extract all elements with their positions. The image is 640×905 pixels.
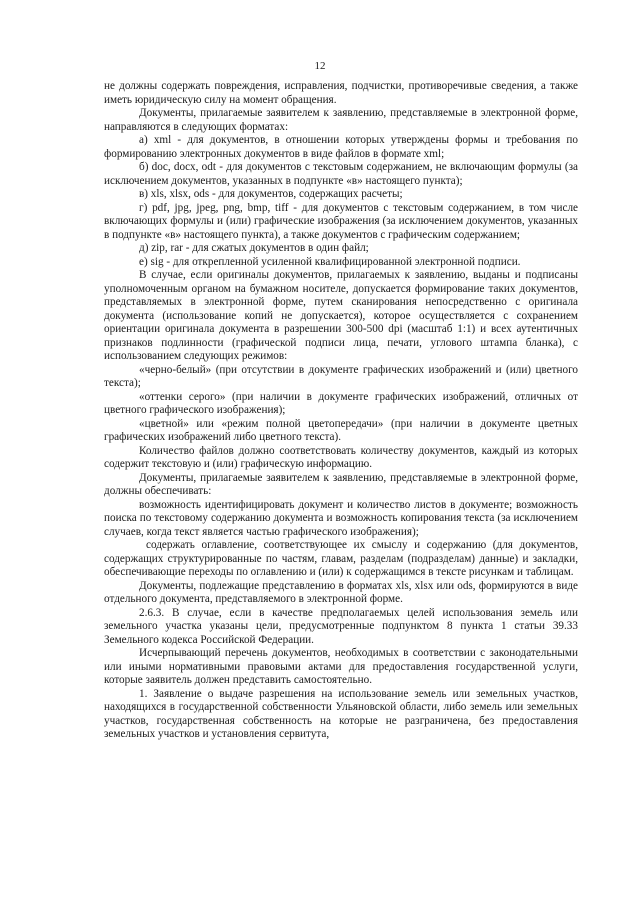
paragraph: д) zip, rar - для сжатых документов в один файл; <box>139 242 369 254</box>
paragraph: Исчерпывающий перечень документов, необходимых в соответствии с законодательными или иными нормативными правовыми актами для предоставления государственной услуги, которые заявитель должен представить самостоятельно. <box>104 647 578 686</box>
document-body <box>104 80 578 742</box>
paragraph: В случае, если оригиналы документов, прилагаемых к заявлению, выданы и подписаны уполномоченным органом на бумажном носителе, допускается формирование таких документов, представляемых в электронной форме, путем сканирования непосредственно с оригинала документа (использование копий не допускается), которое осуществляется с сохранением ориентации оригинала документа в разрешении 300-500 dpi (масштаб 1:1) и всех аутентичных признаков подлинности (графической подписи лица, печати, углового штампа бланка), с использованием следующих режимов: <box>104 269 578 362</box>
paragraph: г) pdf, jpg, jpeg, png, bmp, tiff - для документов с текстовым содержанием, в том числе включающих формулы и (или) графические изображения (за исключением документов, указанных в подпункте «в» настоящего пункта), а также документов с графическим содержанием; <box>104 201 578 241</box>
paragraph: е) sig - для открепленной усиленной квалифицированной электронной подписи. <box>139 255 521 268</box>
paragraph: в) xls, xlsx, ods - для документов, содержащих расчеты; <box>139 188 403 200</box>
paragraph: 2.6.3. В случае, если в качестве предполагаемых целей использования земель или земельного участка указаны цели, предусмотренные подпунктом 8 пункта 1 статьи 39.33 Земельного кодекса Российской Федерации. <box>104 606 578 646</box>
paragraph: Документы, прилагаемые заявителем к заявлению, представляемые в электронной форме, направляются в следующих форматах: <box>104 107 578 133</box>
paragraph: 1. Заявление о выдаче разрешения на использование земель или земельных участков, находящихся в государственной собственности Ульяновской области, либо земель или земельных участков, государственная собственность на которые не разграничена, без предоставления земельных участков и установления сервитута, <box>104 687 578 740</box>
paragraph: а) xml - для документов, в отношении которых утверждены формы и требования по формированию электронных документов в виде файлов в формате xml; <box>104 134 578 160</box>
paragraph: «цветной» или «режим полной цветопередачи» (при наличии в документе цветных графических изображений либо цветного текста). <box>104 417 578 443</box>
page-number: 12 <box>314 60 326 72</box>
paragraph: содержать оглавление, соответствующее их смыслу и содержанию (для документов, содержащих структурированные по частям, главам, разделам (подразделам) данные) и закладки, обеспечивающие переходы по оглавлению и (или) к содержащимся в тексте рисункам и таблицам. <box>104 539 578 578</box>
paragraph: Количество файлов должно соответствовать количеству документов, каждый из которых содержит текстовую и (или) графическую информацию. <box>104 444 578 470</box>
paragraph: Документы, прилагаемые заявителем к заявлению, представляемые в электронной форме, должны обеспечивать: <box>104 471 578 497</box>
paragraph: возможность идентифицировать документ и количество листов в документе; возможность поиска по текстовому содержанию документа и возможность копирования текста (за исключением случаев, когда текст является частью графического изображения); <box>104 498 578 538</box>
paragraph: Документы, подлежащие представлению в форматах xls, xlsx или ods, формируются в виде отдельного документа, представляемого в электронной форме. <box>104 579 578 605</box>
paragraph: «оттенки серого» (при наличии в документе графических изображений, отличных от цветного графического изображения); <box>104 390 578 416</box>
paragraph: не должны содержать повреждения, исправления, подчистки, противоречивые сведения, а также иметь юридическую силу на момент обращения. <box>104 80 578 106</box>
paragraph: «черно-белый» (при отсутствии в документе графических изображений и (или) цветного текста); <box>104 363 578 389</box>
paragraph: б) doc, docx, odt - для документов с текстовым содержанием, не включающим формулы (за исключением документов, указанных в подпункте «в» настоящего пункта); <box>104 161 578 187</box>
